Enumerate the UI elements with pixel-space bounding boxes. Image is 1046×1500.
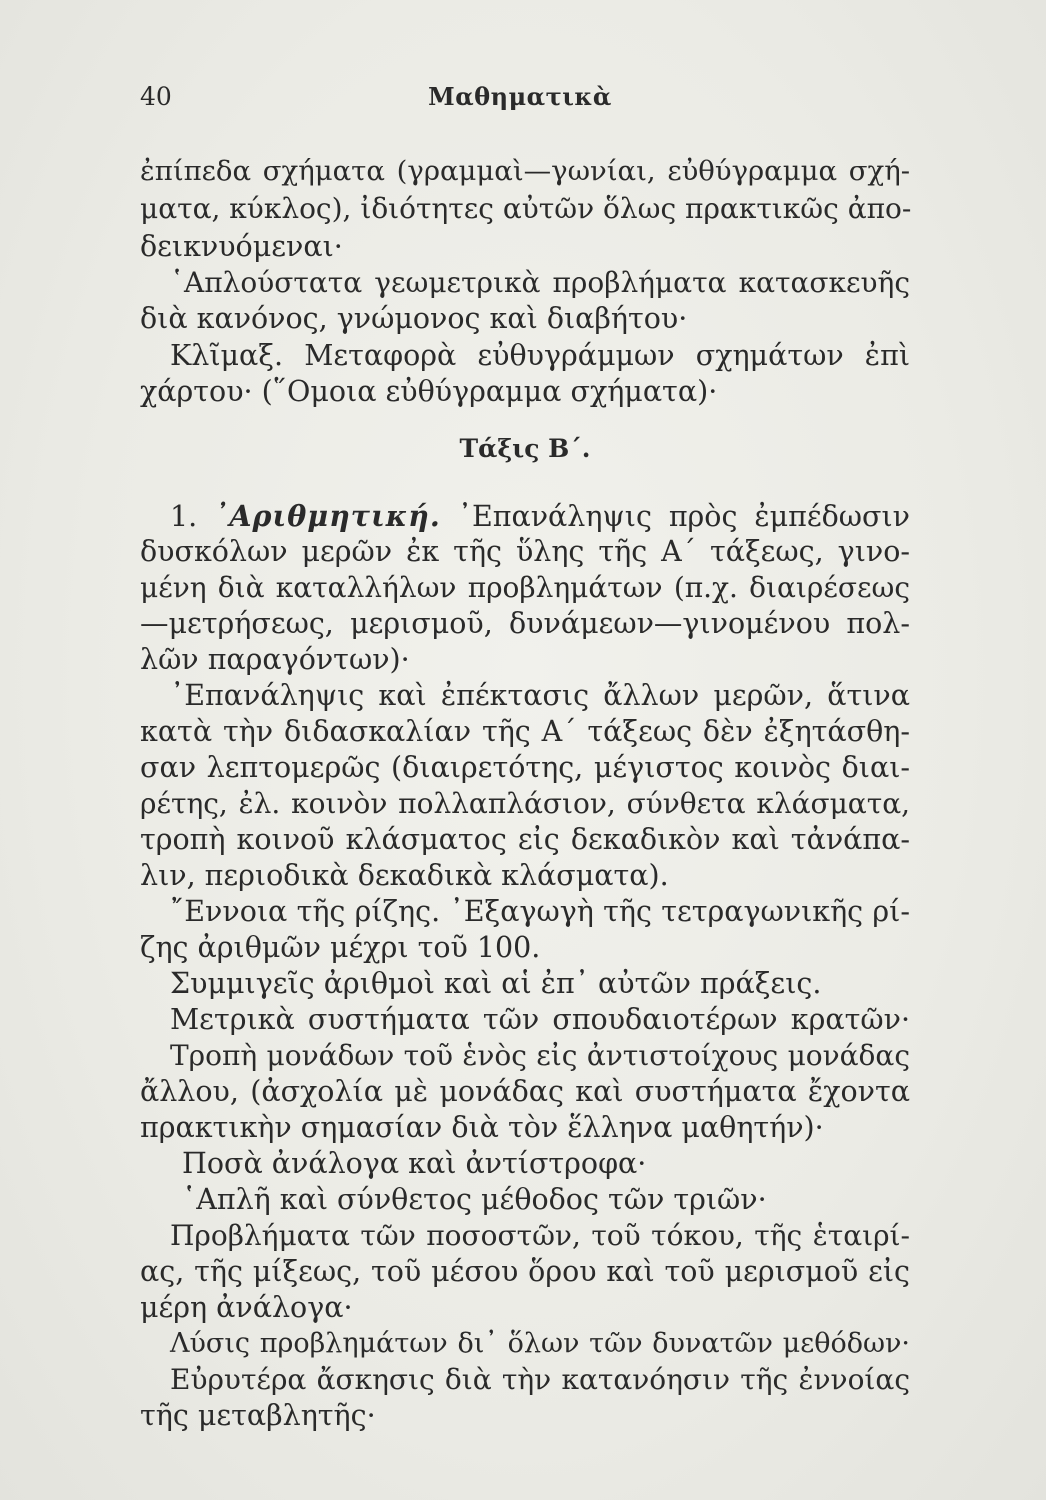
text-line: διὰ κανόνος, γνώμονος καὶ διαβήτου·	[140, 302, 688, 335]
text-line: Τροπὴ μονάδων τοῦ ἑνὸς εἰς ἀντιστοίχους μονάδας	[170, 1039, 910, 1072]
text-line: Εὐρυτέρα ἄσκησις διὰ τὴν κατανόησιν τῆς ἐννοίας	[170, 1363, 910, 1396]
item-1-first-line	[170, 497, 910, 536]
running-title: Μαθηματικὰ	[428, 82, 612, 111]
text-line: —μετρήσεως, μερισμοῦ, δυνάμεων—γινομένου πολ-	[140, 607, 910, 640]
text-line: ῎Εννοια τῆς ρίζης. ᾿Εξαγωγὴ τῆς τετραγωνικῆς ρί-	[170, 895, 910, 928]
text-line: Μετρικὰ συστήματα τῶν σπουδαιοτέρων κρατῶν·	[170, 1003, 910, 1036]
text-line: Συμμιγεῖς ἀριθμοὶ καὶ αἱ ἐπ᾿ αὐτῶν πράξεις.	[170, 967, 822, 1000]
text-line: ας, τῆς μίξεως, τοῦ μέσου ὅρου καὶ τοῦ μερισμοῦ εἰς	[140, 1255, 910, 1288]
item-number: 1.	[170, 500, 198, 533]
text-line: μέρη ἀνάλογα·	[140, 1291, 353, 1324]
text-line: ῾Απλούστατα γεωμετρικὰ προβλήματα κατασκευῆς	[170, 266, 910, 299]
text-line: ρέτης, ἐλ. κοινὸν πολλαπλάσιον, σύνθετα κλάσματα,	[140, 787, 910, 820]
page-number: 40	[140, 82, 172, 111]
text-line: κατὰ τὴν διδασκαλίαν τῆς Α΄ τάξεως δὲν ἐξητάσθη-	[140, 715, 910, 748]
item-first-line-text: ᾿Επανάληψις πρὸς ἐμπέδωσιν	[457, 500, 910, 533]
text-line: ῾Απλῆ καὶ σύνθετος μέθοδος τῶν τριῶν·	[182, 1183, 767, 1216]
text-line: δυσκόλων μερῶν ἐκ τῆς ὕλης τῆς Α΄ τάξεως, γινο-	[140, 535, 910, 568]
text-line: ἐπίπεδα σχήματα (γραμμαὶ—γωνίαι, εὐθύγραμμα σχή-	[140, 155, 910, 187]
text-line: λιν, περιοδικὰ δεκαδικὰ κλάσματα).	[140, 859, 669, 892]
text-line: ᾿Επανάληψις καὶ ἐπέκτασις ἄλλων μερῶν, ἅτινα	[170, 679, 910, 712]
text-line: δεικνυόμεναι·	[140, 230, 343, 263]
text-line: τῆς μεταβλητῆς·	[140, 1399, 376, 1432]
text-line: σαν λεπτομερῶς (διαιρετότης, μέγιστος κοινὸς διαι-	[140, 751, 910, 784]
text-line: ζης ἀριθμῶν μέχρι τοῦ 100.	[140, 931, 541, 964]
text-line: Κλῖμαξ. Μεταφορὰ εὐθυγράμμων σχημάτων ἐπὶ	[170, 339, 910, 372]
page-header	[140, 82, 900, 122]
text-line: τροπὴ κοινοῦ κλάσματος εἰς δεκαδικὸν καὶ τἀνάπα-	[140, 823, 910, 856]
text-line: ἄλλου, (ἀσχολία μὲ μονάδας καὶ συστήματα ἔχοντα	[140, 1075, 910, 1108]
text-line: μένη διὰ καταλλήλων προβλημάτων (π.χ. διαιρέσεως	[140, 571, 910, 604]
text-line: Λύσις προβλημάτων δι᾿ ὅλων τῶν δυνατῶν μεθόδων·	[170, 1328, 910, 1359]
text-line: Ποσὰ ἀνάλογα καὶ ἀντίστροφα·	[182, 1147, 647, 1180]
text-line: χάρτου· (῞Ομοια εὐθύγραμμα σχήματα)·	[140, 375, 718, 408]
text-line: ματα, κύκλος), ἰδιότητες αὐτῶν ὅλως πρακτικῶς ἀπο-	[140, 192, 912, 225]
text-line: λῶν παραγόντων)·	[140, 643, 410, 676]
text-line: Προβλήματα τῶν ποσοστῶν, τοῦ τόκου, τῆς ἑταιρί-	[170, 1219, 910, 1252]
text-line: πρακτικὴν σημασίαν διὰ τὸν ἕλληνα μαθητήν)·	[140, 1111, 824, 1144]
section-heading: Τάξις Β΄.	[459, 434, 591, 463]
item-title: ᾿Αριθμητική.	[214, 499, 441, 533]
